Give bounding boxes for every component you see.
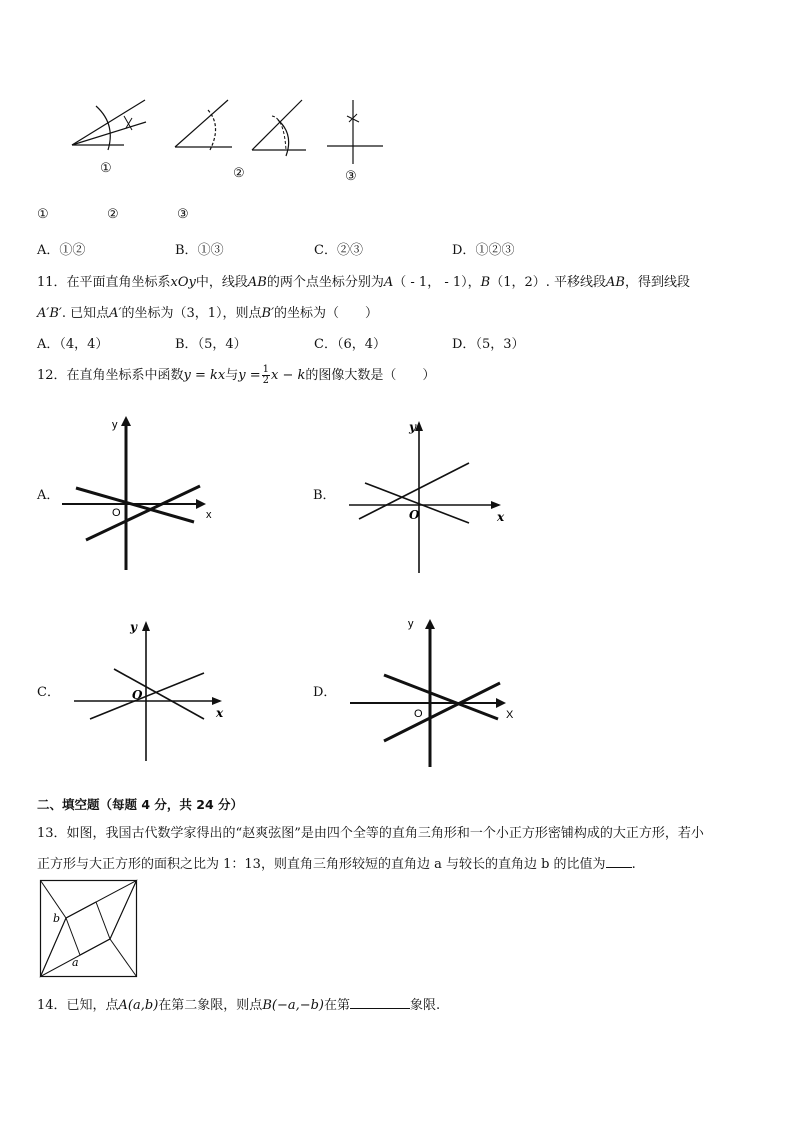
graph-a xyxy=(58,412,228,574)
graph-b-origin-label: O xyxy=(409,508,420,522)
construction-figure-2 xyxy=(170,92,250,158)
graph-d xyxy=(348,613,518,769)
q13-stem-line1: 13．如图，我国古代数学家得出的“赵爽弦图”是由四个全等的直角三角形和一个小正方形密铺构成的大正方形，若小 xyxy=(37,826,704,841)
graph-c-origin-label: O xyxy=(132,688,143,702)
construction-figure-3 xyxy=(325,98,385,168)
graph-a-y-label: y xyxy=(112,419,118,431)
graph-d-x-label: X xyxy=(506,709,514,721)
diagram-label-a: a xyxy=(72,956,79,969)
q10-legend-2: ② xyxy=(107,207,119,222)
graph-b-y-label: y xyxy=(409,420,416,434)
q11-option-d[interactable]: D．（5，3） xyxy=(452,337,525,352)
graph-c xyxy=(70,615,240,765)
q11-option-c[interactable]: C．（6，4） xyxy=(314,337,386,352)
q12-option-a[interactable]: A． xyxy=(37,488,60,503)
q10-legend-3: ③ xyxy=(177,207,189,222)
q10-option-a[interactable]: A．①② xyxy=(37,243,86,258)
graph-a-origin-label: O xyxy=(112,507,121,519)
q10-legend-1: ① xyxy=(37,207,49,222)
q12-option-d[interactable]: D． xyxy=(313,685,337,700)
construction-figure-1 xyxy=(60,90,160,160)
q10-option-c[interactable]: C．②③ xyxy=(314,243,363,258)
zhao-shuang-chord-diagram xyxy=(40,880,138,978)
q12-option-c[interactable]: C． xyxy=(37,685,60,700)
fig-label-1: ① xyxy=(100,161,112,176)
q12-stem: 12．在直角坐标系中函数y = kx与y = $\frac{1}{2}$ x − k的图像大数是（ ） xyxy=(37,364,436,386)
q11-stem-line2: A′B′. 已知点A′的坐标为（3，1），则点B′的坐标为（ ） xyxy=(37,306,379,321)
q10-option-d[interactable]: D．①②③ xyxy=(452,243,515,258)
q13-answer-blank[interactable] xyxy=(606,855,632,868)
q11-option-a[interactable]: A．（4，4） xyxy=(37,337,109,352)
q12-option-b[interactable]: B． xyxy=(313,488,336,503)
section-title: 二、填空题（每题 4 分，共 24 分） xyxy=(37,797,244,812)
fraction-one-half: $\frac{1}{2}$ xyxy=(262,364,270,386)
q13-stem-line2: 正方形与大正方形的面积之比为 1：13，则直角三角形较短的直角边 a 与较长的直角边 b 的比值为 . xyxy=(37,857,636,872)
diagram-label-b: b xyxy=(53,912,61,925)
fig-label-2: ② xyxy=(233,166,245,181)
graph-b xyxy=(345,415,515,575)
fig-label-3: ③ xyxy=(345,169,357,184)
graph-d-y-label: y xyxy=(408,618,414,630)
graph-d-origin-label: O xyxy=(414,708,423,720)
q11-option-b[interactable]: B．（5，4） xyxy=(175,337,247,352)
graph-a-x-label: x xyxy=(206,509,212,521)
graph-c-x-label: x xyxy=(216,706,224,720)
construction-figure-2b xyxy=(248,94,318,166)
graph-c-y-label: y xyxy=(130,620,137,634)
q10-option-b[interactable]: B．①③ xyxy=(175,243,224,258)
q14-stem: 14．已知，点A(a,b)在第二象限，则点B(−a,−b)在第 象限. xyxy=(37,998,441,1013)
q11-stem-line1: 11．在平面直角坐标系xOy中，线段AB的两个点坐标分别为A（ - 1， - 1），B（1，2）. 平移线段AB，得到线段 xyxy=(37,275,690,290)
q14-answer-blank[interactable] xyxy=(350,996,410,1009)
graph-b-x-label: x xyxy=(497,510,505,524)
